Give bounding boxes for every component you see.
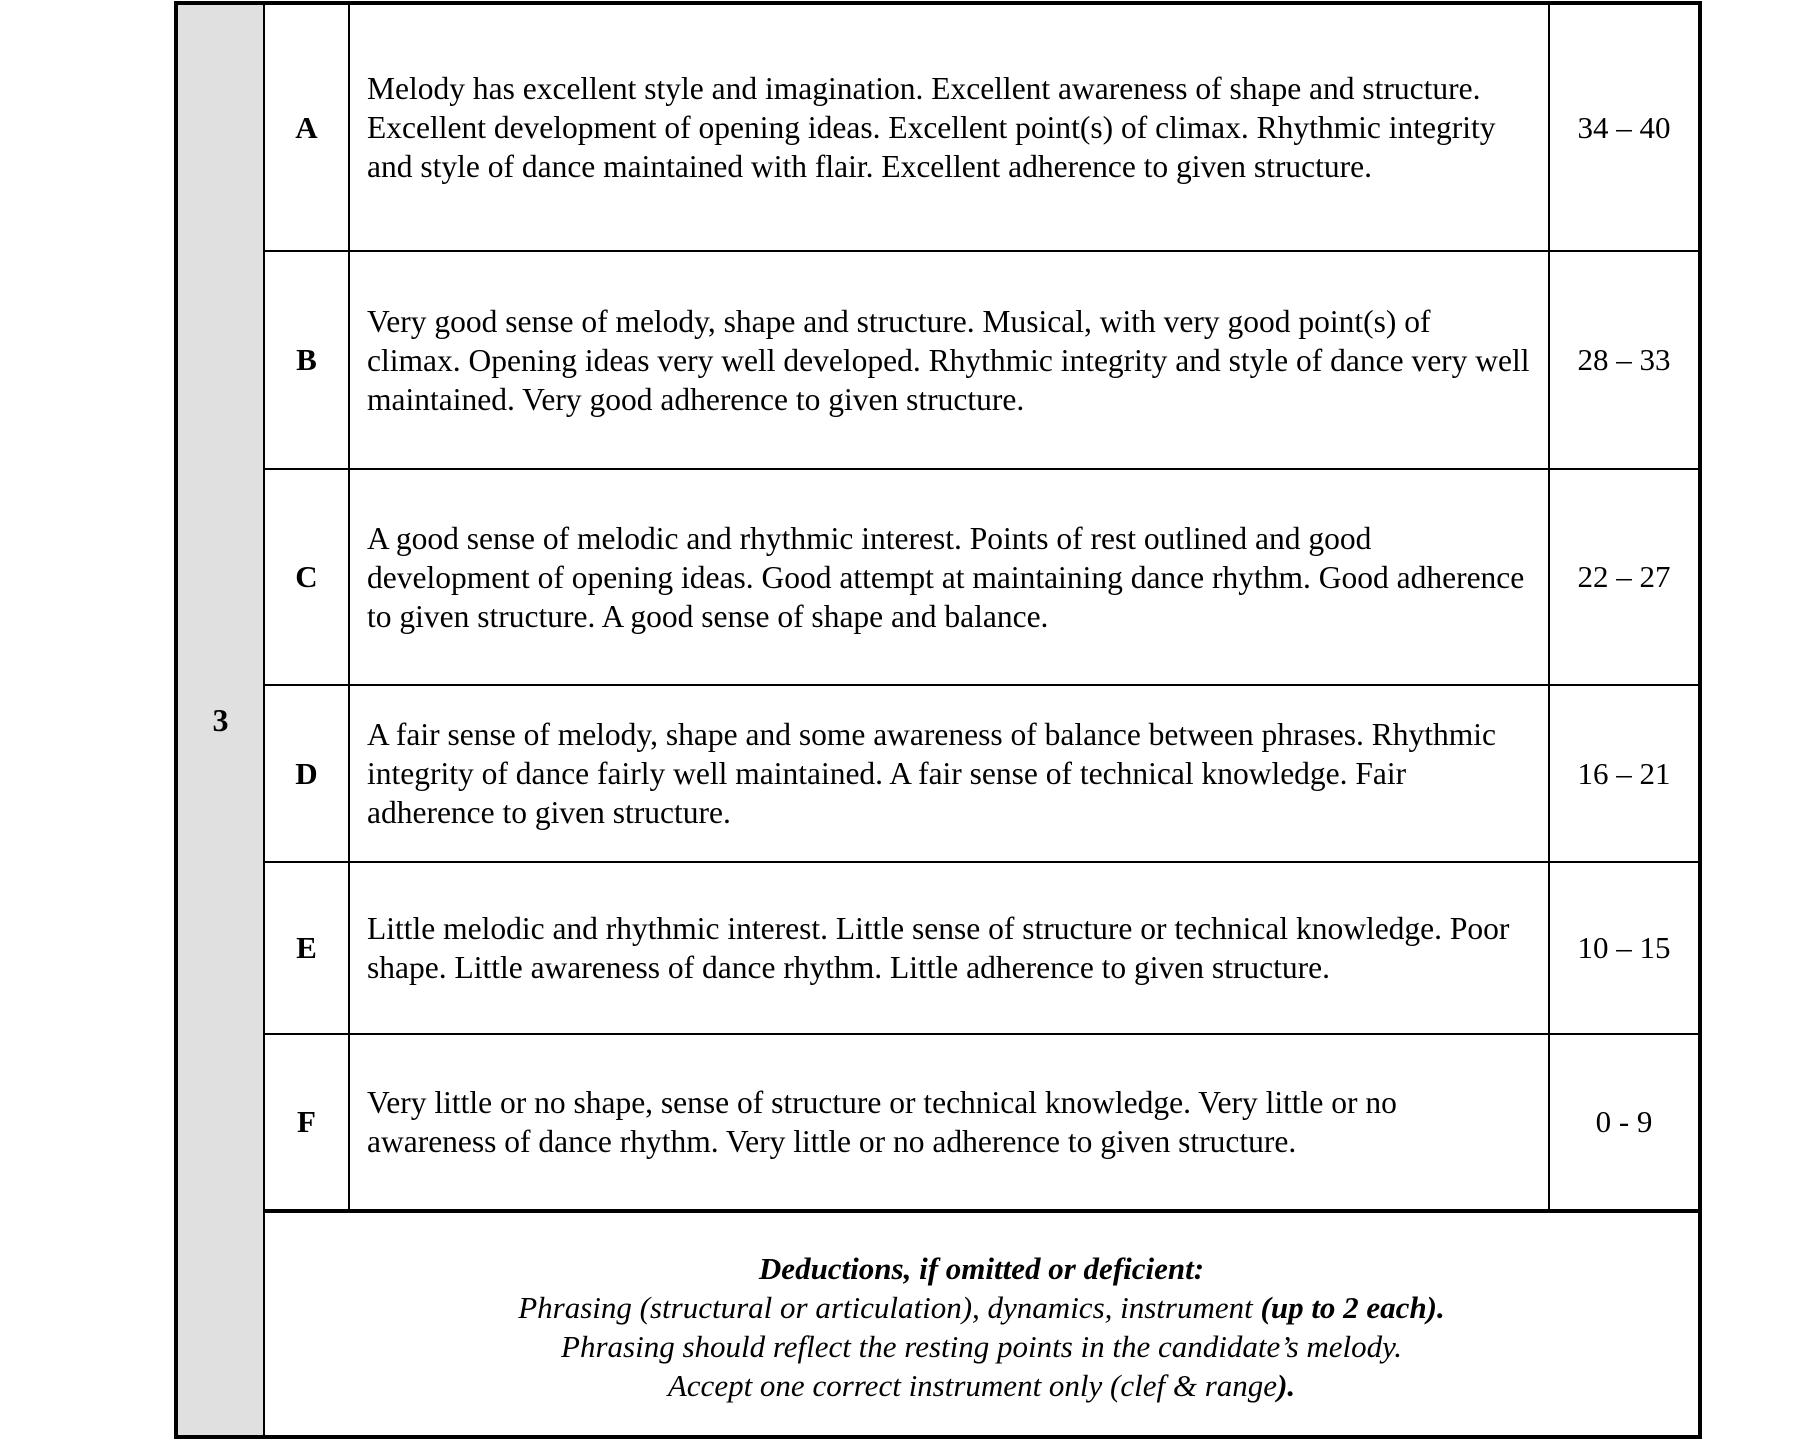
grade-description: Very good sense of melody, shape and structure. Musical, with very good point(s) of climax. Opening ideas very well developed. Rhythmic integrity and style of dance very well maintained. Very good adherence to given structure. [350,252,1550,468]
deductions-note [265,1213,1698,1435]
grade-description: A good sense of melodic and rhythmic interest. Points of rest outlined and good development of opening ideas. Good attempt at maintaining dance rhythm. Good adherence to given structure. A good sense of shape and balance. [350,470,1550,684]
grade-rows [265,5,1698,1435]
grade-row-a [265,5,1698,252]
grade-row-c [265,470,1698,686]
grade-letter: E [265,863,350,1033]
deductions-line-1-text: Phrasing (structural or articulation), dynamics, instrument [518,1290,1261,1325]
grade-marks: 16 – 21 [1577,755,1671,791]
grade-description: Melody has excellent style and imagination. Excellent awareness of shape and structure. Excellent development of opening ideas. Excellent point(s) of climax. Rhythmic integrity and style of dance maintained with flair. Excellent adherence to given structure. [350,5,1550,250]
grade-row-b [265,252,1698,470]
deductions-heading: Deductions, if omitted or deficient: [758,1251,1205,1286]
deductions-line-2: Phrasing should reflect the resting points in the candidate’s melody. [561,1329,1402,1364]
grade-description: Little melodic and rhythmic interest. Little sense of structure or technical knowledge. Poor shape. Little awareness of dance rhythm. Little adherence to given structure. [350,863,1550,1033]
question-number: 3 [212,701,229,738]
grade-letter: B [265,252,350,468]
grade-row-e [265,863,1698,1035]
grade-marks: 0 - 9 [1595,1104,1653,1139]
grade-row-f [265,1035,1698,1213]
marking-scheme-table [174,1,1702,1439]
grade-letter: F [265,1035,350,1209]
grade-description: A fair sense of melody, shape and some awareness of balance between phrases. Rhythmic integrity of dance fairly well maintained. A fair sense of technical knowledge. Fair adherence to given structure. [350,686,1550,861]
deductions-line-3-text: Accept one correct instrument only (clef & range [667,1368,1278,1403]
grade-marks: 22 – 27 [1577,559,1671,594]
grade-letter: C [265,470,350,684]
deductions-line-3-bold: ). [1277,1368,1296,1403]
grade-marks: 28 – 33 [1577,342,1671,377]
question-number-cell [178,5,265,1435]
grade-letter: A [265,5,350,250]
grade-row-d [265,686,1698,863]
grade-marks: 10 – 15 [1577,930,1671,965]
deductions-line-3 [668,1366,1295,1405]
grade-letter: D [265,686,350,861]
deductions-line-1-bold: (up to 2 each). [1260,1290,1445,1325]
deductions-line-1 [518,1288,1445,1327]
grade-description: Very little or no shape, sense of structure or technical knowledge. Very little or no awareness of dance rhythm. Very little or no adherence to given structure. [350,1035,1550,1209]
grade-marks: 34 – 40 [1577,109,1671,145]
